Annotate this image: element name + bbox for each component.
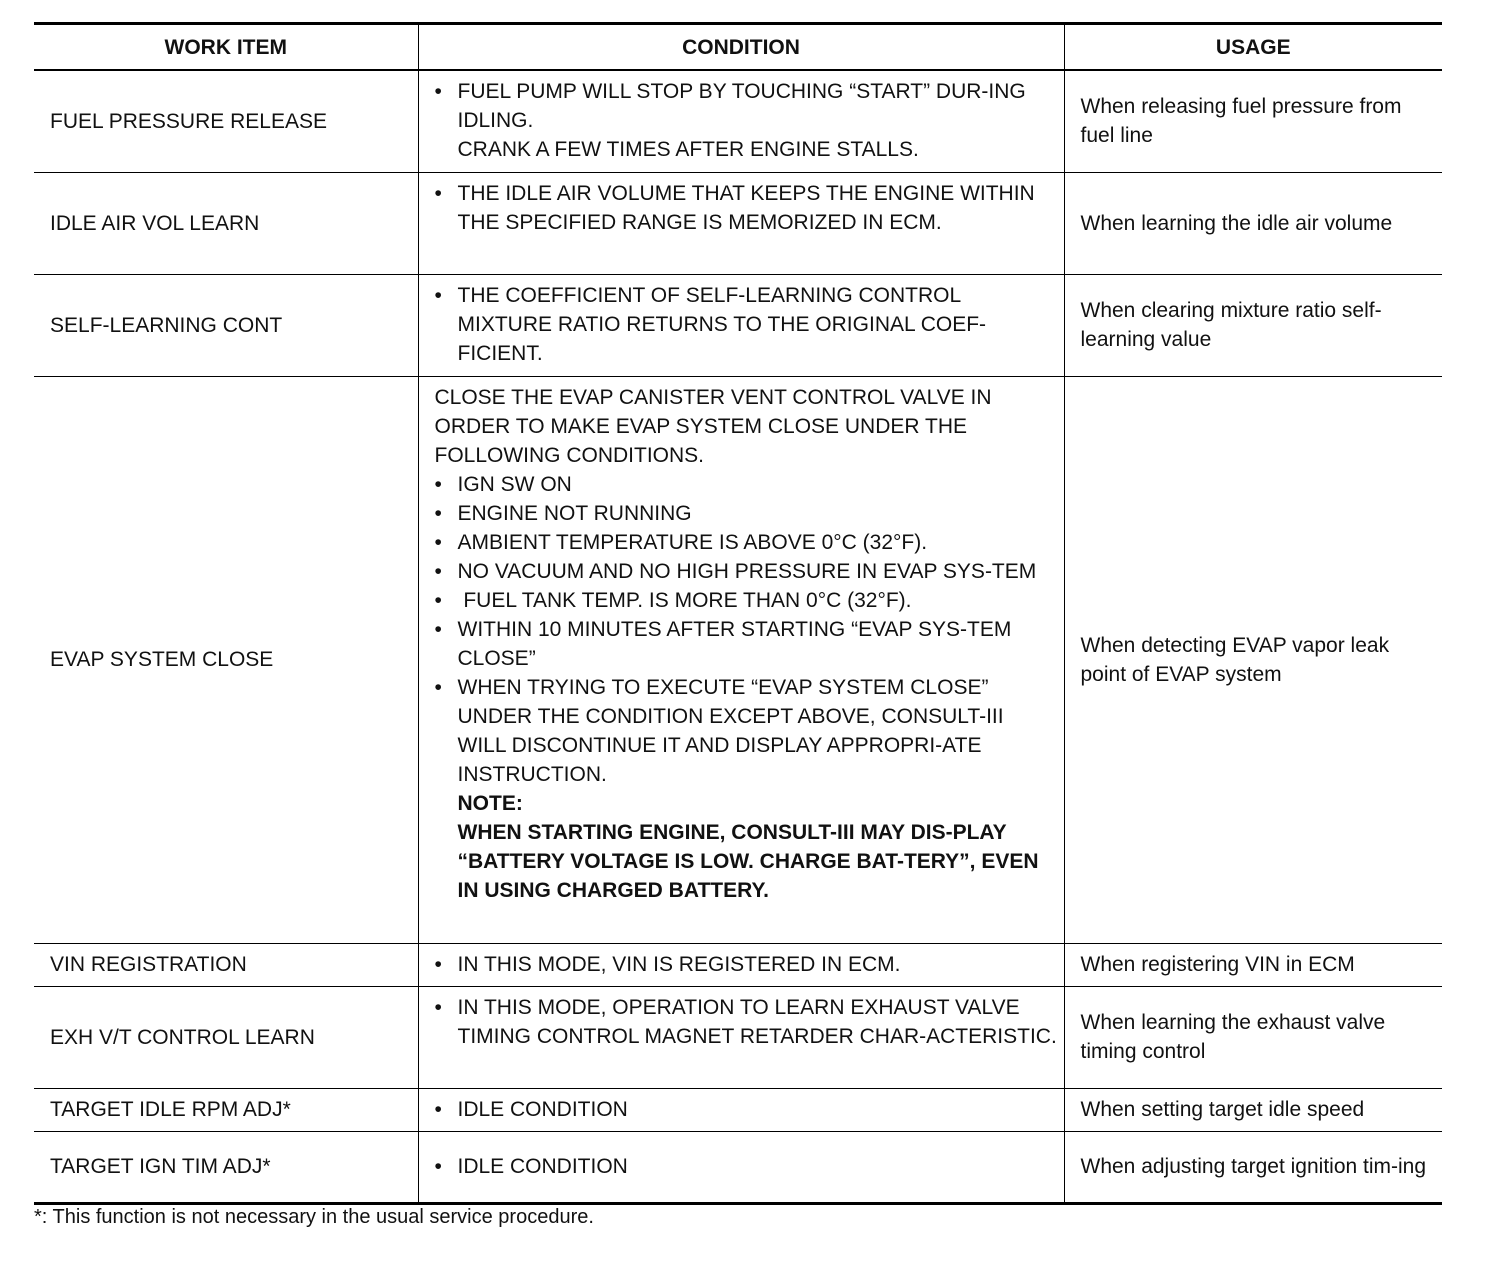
condition-list (435, 993, 1058, 1051)
note-block (435, 789, 1058, 905)
condition-text: IDLE CONDITION (457, 1155, 628, 1178)
condition-text: IN THIS MODE, VIN IS REGISTERED IN ECM. (457, 952, 901, 976)
condition-bullet (435, 179, 1058, 237)
usage-cell: When learning the exhaust valve timing control (1064, 986, 1442, 1088)
header-condition: CONDITION (418, 24, 1064, 71)
work-item-table (34, 22, 1442, 1205)
table-row (34, 986, 1442, 1088)
table-header-row (34, 24, 1442, 71)
note-label: NOTE: (457, 791, 523, 815)
condition-text: IGN SW ON (457, 472, 572, 496)
condition-bullet (435, 528, 1058, 557)
condition-bullet (435, 499, 1058, 528)
usage-cell: When detecting EVAP vapor leak point of EVAP system (1064, 376, 1442, 943)
condition-text: WHEN TRYING TO EXECUTE “EVAP SYSTEM CLOSE” UNDER THE CONDITION EXCEPT ABOVE, CONSULT-III WILL DISCONTINUE IT AND DISPLAY APPROPRI-ATE INSTRUCTION. (457, 675, 1004, 786)
condition-bullet (435, 673, 1058, 789)
work-item-cell: EVAP SYSTEM CLOSE (34, 376, 418, 943)
work-item-cell: VIN REGISTRATION (34, 943, 418, 986)
bullet-mark: • (434, 675, 442, 699)
work-item-cell: EXH V/T CONTROL LEARN (34, 986, 418, 1088)
condition-bullet (435, 557, 1058, 586)
condition-cell (418, 376, 1064, 943)
usage-cell: When learning the idle air volume (1064, 172, 1442, 274)
work-item-cell: TARGET IGN TIM ADJ* (34, 1131, 418, 1203)
condition-cell (418, 70, 1064, 172)
bullet-mark: • (434, 995, 442, 1019)
bullet-mark: • (434, 1097, 442, 1121)
table-row (34, 376, 1442, 943)
condition-list (435, 179, 1058, 237)
table-row (34, 274, 1442, 376)
table-row (34, 172, 1442, 274)
condition-bullet (435, 1095, 1058, 1124)
condition-bullet (435, 950, 1058, 979)
document-page (34, 22, 1442, 1205)
condition-bullet (435, 470, 1058, 499)
usage-cell: When registering VIN in ECM (1064, 943, 1442, 986)
condition-text: THE COEFFICIENT OF SELF-LEARNING CONTROL MIXTURE RATIO RETURNS TO THE ORIGINAL COEF-FICIENT. (457, 283, 987, 365)
condition-bullet (435, 281, 1058, 368)
bullet-mark: • (434, 80, 442, 103)
condition-bullet (435, 77, 1058, 164)
bullet-mark: • (434, 559, 442, 583)
condition-text: ENGINE NOT RUNNING (457, 501, 692, 525)
condition-list (435, 77, 1058, 164)
condition-text: FUEL PUMP WILL STOP BY TOUCHING “START” DUR-ING IDLING. CRANK A FEW TIMES AFTER ENGINE STALLS. (457, 80, 1026, 161)
usage-cell: When releasing fuel pressure from fuel line (1064, 70, 1442, 172)
condition-list (435, 1152, 1058, 1181)
note-text: WHEN STARTING ENGINE, CONSULT-III MAY DIS-PLAY “BATTERY VOLTAGE IS LOW. CHARGE BAT-TERY”, EVEN IN USING CHARGED BATTERY. (457, 820, 1039, 902)
condition-cell (418, 1131, 1064, 1203)
bullet-mark: • (434, 283, 442, 307)
work-item-cell: IDLE AIR VOL LEARN (34, 172, 418, 274)
work-item-cell: FUEL PRESSURE RELEASE (34, 70, 418, 172)
bullet-mark: • (434, 952, 442, 976)
condition-bullet (435, 615, 1058, 673)
condition-list (435, 281, 1058, 368)
table-row (34, 1088, 1442, 1131)
header-work-item: WORK ITEM (34, 24, 418, 71)
bullet-mark: • (434, 472, 442, 496)
footnote: *: This function is not necessary in the usual service procedure. (34, 1206, 594, 1228)
condition-text: IDLE CONDITION (457, 1097, 628, 1121)
bullet-mark: • (434, 501, 442, 525)
header-usage: USAGE (1064, 24, 1442, 71)
condition-text: AMBIENT TEMPERATURE IS ABOVE 0°C (32°F). (457, 530, 928, 554)
bullet-mark: • (434, 1155, 442, 1178)
condition-text: WITHIN 10 MINUTES AFTER STARTING “EVAP SYS-TEM CLOSE” (457, 617, 1012, 670)
bullet-mark: • (434, 530, 442, 554)
usage-cell: When setting target idle speed (1064, 1088, 1442, 1131)
table-row (34, 1131, 1442, 1203)
work-item-cell: SELF-LEARNING CONT (34, 274, 418, 376)
condition-list (435, 950, 1058, 979)
condition-intro: CLOSE THE EVAP CANISTER VENT CONTROL VALVE IN ORDER TO MAKE EVAP SYSTEM CLOSE UNDER THE FOLLOWING CONDITIONS. (434, 385, 992, 467)
condition-text: THE IDLE AIR VOLUME THAT KEEPS THE ENGINE WITHIN THE SPECIFIED RANGE IS MEMORIZED IN ECM. (457, 181, 1035, 234)
usage-cell: When adjusting target ignition tim-ing (1064, 1131, 1442, 1203)
condition-list (435, 470, 1058, 789)
table-row (34, 70, 1442, 172)
table-row (34, 943, 1442, 986)
condition-text: NO VACUUM AND NO HIGH PRESSURE IN EVAP SYS-TEM (457, 559, 1037, 583)
work-item-cell: TARGET IDLE RPM ADJ* (34, 1088, 418, 1131)
condition-cell (418, 274, 1064, 376)
condition-list (435, 1095, 1058, 1124)
bullet-mark: • (434, 588, 442, 612)
condition-cell (418, 986, 1064, 1088)
condition-cell (418, 943, 1064, 986)
bullet-mark: • (434, 181, 442, 205)
condition-bullet (435, 1152, 1058, 1181)
condition-cell (418, 1088, 1064, 1131)
condition-text: IN THIS MODE, OPERATION TO LEARN EXHAUST VALVE TIMING CONTROL MAGNET RETARDER CHAR-ACTERISTIC. (457, 995, 1057, 1048)
usage-cell: When clearing mixture ratio self-learning value (1064, 274, 1442, 376)
condition-bullet (435, 586, 1058, 615)
condition-text: FUEL TANK TEMP. IS MORE THAN 0°C (32°F). (457, 588, 912, 612)
condition-bullet (435, 993, 1058, 1051)
bullet-mark: • (434, 617, 442, 641)
condition-cell (418, 172, 1064, 274)
